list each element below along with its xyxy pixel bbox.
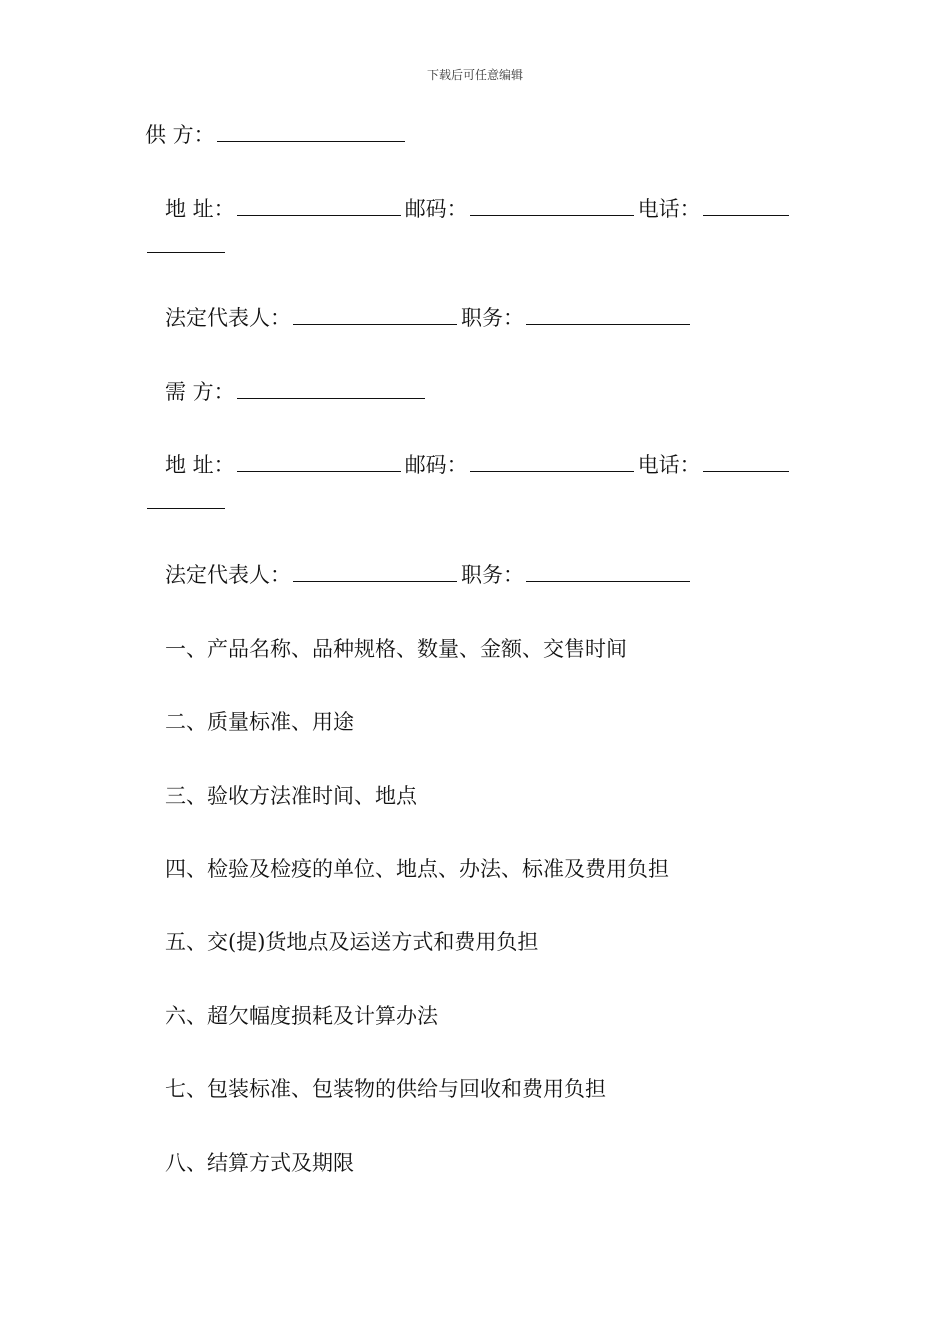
buyer-phone-field[interactable]	[703, 451, 789, 472]
buyer-position-label: 职务：	[461, 563, 524, 587]
supplier-legal-rep-field[interactable]	[293, 304, 457, 325]
buyer-postcode-label: 邮码：	[404, 453, 468, 477]
buyer-address-field[interactable]	[237, 451, 401, 472]
supplier-postcode-label: 邮码：	[404, 197, 468, 221]
supplier-legal-rep-line	[165, 304, 694, 332]
supplier-legal-rep-label: 法定代表人：	[165, 306, 291, 330]
supplier-phone-field[interactable]	[703, 195, 789, 216]
supplier-phone-field-cont[interactable]	[147, 232, 225, 253]
buyer-line	[165, 378, 429, 406]
clause-5: 五、交(提)货地点及运送方式和费用负担	[165, 930, 539, 954]
supplier-position-field[interactable]	[526, 304, 690, 325]
buyer-name-field[interactable]	[237, 378, 425, 399]
clause-1: 一、产品名称、品种规格、数量、金额、交售时间	[165, 637, 627, 661]
clause-3: 三、验收方法准时间、地点	[165, 784, 417, 808]
buyer-legal-rep-field[interactable]	[293, 561, 457, 582]
buyer-phone-continuation	[145, 488, 229, 516]
supplier-name-field[interactable]	[217, 121, 405, 142]
supplier-address-label: 地 址：	[165, 197, 235, 221]
supplier-postcode-field[interactable]	[470, 195, 634, 216]
supplier-line	[145, 121, 409, 149]
buyer-label: 需 方：	[165, 380, 235, 404]
page-header: 下载后可任意编辑	[426, 68, 523, 82]
clause-8: 八、结算方式及期限	[165, 1151, 354, 1175]
clause-6: 六、超欠幅度损耗及计算办法	[165, 1004, 438, 1028]
buyer-phone-label: 电话：	[637, 453, 701, 477]
clause-7: 七、包装标准、包装物的供给与回收和费用负担	[165, 1077, 606, 1101]
buyer-phone-field-cont[interactable]	[147, 488, 225, 509]
buyer-legal-rep-label: 法定代表人：	[165, 563, 291, 587]
supplier-address-line	[165, 195, 793, 223]
buyer-address-line	[165, 451, 793, 479]
supplier-label: 供 方：	[145, 123, 215, 147]
buyer-legal-rep-line	[165, 561, 694, 589]
clause-4: 四、检验及检疫的单位、地点、办法、标准及费用负担	[165, 857, 669, 881]
buyer-position-field[interactable]	[526, 561, 690, 582]
supplier-phone-label: 电话：	[637, 197, 701, 221]
clause-2: 二、质量标准、用途	[165, 710, 354, 734]
supplier-position-label: 职务：	[461, 306, 524, 330]
buyer-address-label: 地 址：	[165, 453, 235, 477]
supplier-address-field[interactable]	[237, 195, 401, 216]
supplier-phone-continuation	[145, 232, 229, 260]
buyer-postcode-field[interactable]	[470, 451, 634, 472]
